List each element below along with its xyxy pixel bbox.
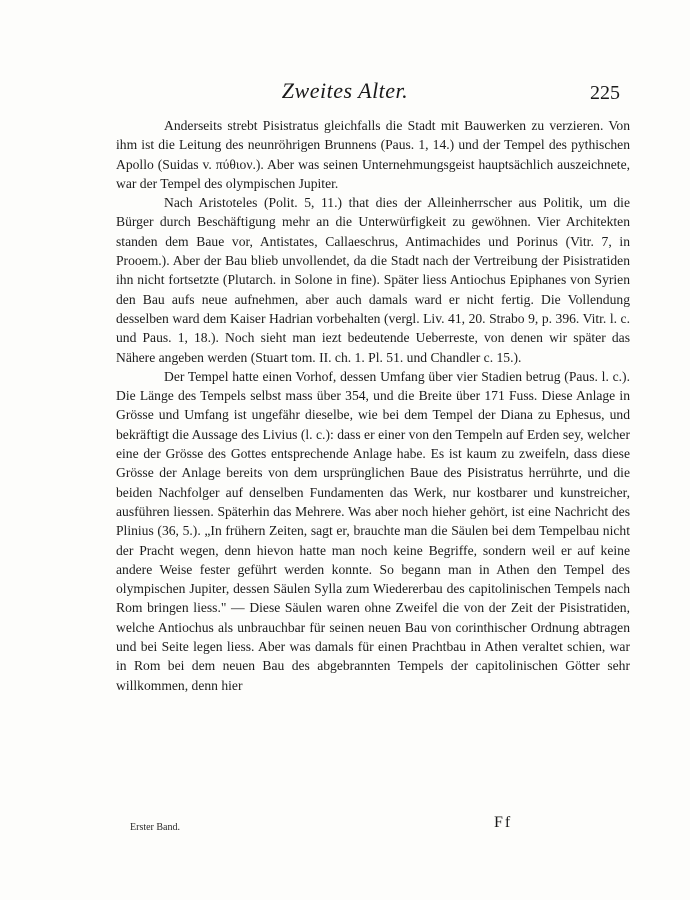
running-title: Zweites Alter.	[281, 78, 409, 103]
paragraph-1: Anderseits strebt Pisistratus gleichfalls die Stadt mit Bauwerken zu verzieren. Von ihm ist die Leitung des neunröhrigen Brunnens (Paus. 1, 14.) und der Tempel des pythischen Apollo (Suidas v. πύθιον.). Aber was seinen Unternehmungsgeist hauptsächlich auszeichnete, war der Tempel des olympischen Jupiter.	[116, 118, 630, 191]
paragraph-3: Der Tempel hatte einen Vorhof, dessen Umfang über vier Stadien betrug (Paus. l. c.). Die Länge des Tempels selbst mass über 354, und die Breite über 171 Fuss. Diese Anlage in Grösse und Umfang ist ungefähr dieselbe, wie bei dem Tempel der Diana zu Ephesus, und bekräftigt die Aussage des Livius (l. c.): dass er einer von den Tempeln auf Erden sey, welcher eine der Grösse des Gottes entsprechende Anlage habe. Es ist kaum zu zweifeln, dass diese Grösse der Anlage bereits von dem ursprünglichen Baue des Pisistratus herrührte, und die beiden Nachfolger auf denselben Fundamenten das Werk, nur kostbarer und kunstreicher, ausführen liessen. Späterhin das Mehrere. Was aber noch hieher gehört, ist eine Nachricht des Plinius (36, 5.). „In frühern Zeiten, sagt er, brauchte man die Säulen bei dem Tempelbau nicht der Pracht wegen, denn hievon hatte man noch keine Begriffe, sondern weil er auf keine andere Weise fester geführt werden konnte. So begann man in Athen den Tempel des olympischen Jupiter, dessen Säulen Sylla zum Wiedererbau des capitolinischen Tempels nach Rom bringen liess." — Diese Säulen waren ohne Zweifel die von der Zeit der Pisistratiden, welche Antiochus als unbrauchbar für seinen neuen Bau von corinthischer Ordnung abtragen und bei Seite legen liess. Aber was damals für einen Prachtbau in Athen veraltet schien, war in Rom bei dem neuen Bau des abgebrannten Tempels der capitolinischen Götter sehr willkommen, denn hier	[116, 368, 630, 693]
volume-signature: Erster Band.	[130, 822, 180, 833]
body-text	[116, 116, 630, 695]
gathering-mark: Ff	[494, 814, 513, 831]
page-number: 225	[590, 82, 620, 104]
paragraph-2: Nach Aristoteles (Polit. 5, 11.) that dies der Alleinherrscher aus Politik, um die Bürger durch Beschäftigung mehr an die Unterwürfigkeit zu gewöhnen. Vier Architekten standen dem Baue vor, Antistates, Callaeschrus, Antimachides und Porinus (Vitr. 7, in Prooem.). Aber der Bau blieb unvollendet, da die Stadt nach der Vertreibung der Pisistratiden ihn nicht fortsetzte (Plutarch. in Solone in fine). Später liess Antiochus Epiphanes von Syrien den Bau aufs neue aufnehmen, aber auch damals ward er nicht fertig. Die Vollendung desselben ward dem Kaiser Hadrian vorbehalten (vergl. Liv. 41, 20. Strabo 9, p. 396. Vitr. l. c. und Paus. 1, 18.). Noch sieht man iezt bedeutende Ueberreste, von denen wir später das Nähere angeben werden (Stuart tom. II. ch. 1. Pl. 51. und Chandler c. 15.).	[116, 195, 630, 365]
